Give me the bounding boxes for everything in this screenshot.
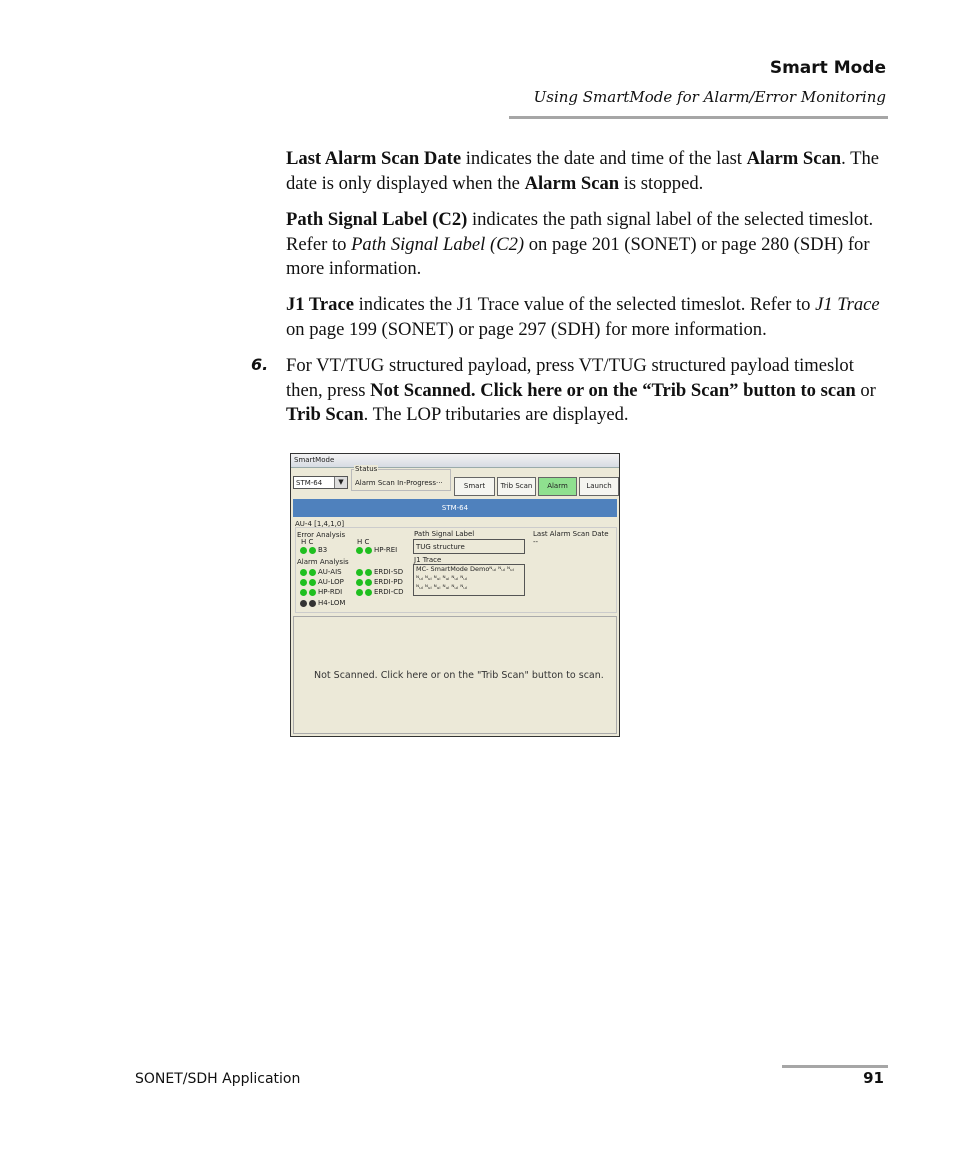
led-icon	[356, 547, 363, 554]
smart-scan-button[interactable]: Smart	[454, 477, 495, 496]
led-icon	[309, 600, 316, 607]
alarm-analysis-label: Alarm Analysis	[297, 558, 349, 566]
led-row-hp-rei	[356, 546, 397, 554]
term: Last Alarm Scan Date	[286, 148, 462, 169]
signal-select[interactable]	[293, 476, 348, 489]
led-label: AU-LOP	[318, 578, 344, 586]
signal-select-value: STM-64	[296, 479, 323, 487]
led-icon	[309, 589, 316, 596]
trib-scan-button[interactable]: Trib Scan	[497, 477, 536, 496]
led-icon	[356, 579, 363, 586]
led-label: B3	[318, 546, 328, 554]
text: . The date is only displayed when the	[286, 148, 880, 194]
led-label: ERDI-SD	[374, 568, 404, 576]
term: Not Scanned. Click here or on the “Trib Scan” button to scan	[370, 379, 856, 401]
led-row	[356, 568, 403, 576]
window-titlebar	[291, 454, 619, 468]
paragraph-j1-trace	[286, 293, 891, 342]
page-number: 91	[863, 1069, 884, 1087]
window-title: SmartMode	[294, 456, 335, 464]
au-label: AU-4 [1,4,1,0]	[295, 520, 345, 528]
led-icon	[365, 579, 372, 586]
paragraph-path-signal-label	[286, 208, 891, 282]
led-label: HP-RDI	[318, 588, 343, 596]
j1-trace-line: ᴺᵤₗ ᴺᵤₗ ᴺᵤₗ ᴺᵤₗ ᴺᵤₗ ᴺᵤₗ	[416, 574, 467, 582]
j1-trace-box	[413, 564, 525, 596]
led-label: ERDI-CD	[374, 588, 404, 596]
led-icon	[309, 579, 316, 586]
text: indicates the J1 Trace value of the selected timeslot. Refer to	[353, 294, 816, 315]
smartmode-screenshot	[290, 453, 620, 737]
j1-trace-heading: J1 Trace	[414, 556, 442, 564]
led-icon	[356, 569, 363, 576]
led-icon	[300, 589, 307, 596]
paragraph-step-6	[286, 354, 891, 428]
reference: Path Signal Label (C2)	[351, 233, 525, 255]
led-label: AU-AIS	[318, 568, 342, 576]
text: on page 199 (SONET) or page 297 (SDH) for more information.	[286, 318, 767, 340]
step-number: 6.	[251, 355, 269, 374]
j1-trace-line: ᴺᵤₗ ᴺᵤₗ ᴺᵤₗ ᴺᵤₗ ᴺᵤₗ ᴺᵤₗ	[416, 583, 467, 591]
text: For VT/TUG structured payload, press VT/TUG structured payload timeslot then, press	[286, 355, 854, 401]
launch-test-button[interactable]: Launch	[579, 477, 619, 496]
chevron-down-icon[interactable]: ▼	[334, 477, 347, 488]
led-row	[356, 588, 404, 596]
footer-rule	[782, 1065, 888, 1068]
led-icon	[365, 569, 372, 576]
path-signal-label-heading: Path Signal Label	[414, 530, 475, 538]
not-scanned-message[interactable]: Not Scanned. Click here or on the "Trib Scan" button to scan.	[314, 670, 604, 681]
hc-header-right: H C	[357, 538, 370, 546]
text: is stopped.	[619, 172, 704, 194]
led-row-b3	[300, 546, 327, 554]
path-signal-label-value: TUG structure	[416, 543, 465, 551]
trib-scan-area[interactable]	[293, 616, 617, 734]
paragraph-last-alarm-scan-date	[286, 147, 891, 196]
led-label: HP-REI	[374, 546, 398, 554]
term: Alarm Scan	[746, 148, 842, 169]
led-icon	[300, 579, 307, 586]
led-icon	[300, 569, 307, 576]
text: indicates the date and time of the last	[461, 148, 747, 169]
j1-trace-line: MC- SmartMode Demoᴺᵤₗ ᴺᵤₗ ᴺᵤₗ	[416, 565, 514, 573]
led-icon	[300, 547, 307, 554]
led-row	[300, 578, 344, 586]
led-icon	[300, 600, 307, 607]
text: on page 201 (SONET) or page 280 (SDH) for more information.	[286, 233, 870, 279]
term: J1 Trace	[286, 294, 354, 315]
led-icon	[309, 569, 316, 576]
led-icon	[356, 589, 363, 596]
term: Path Signal Label (C2)	[286, 209, 468, 230]
led-icon	[365, 589, 372, 596]
page-header-title: Smart Mode	[769, 58, 886, 78]
term: Trib Scan	[286, 404, 364, 425]
reference: J1 Trace	[815, 294, 880, 315]
status-value: Alarm Scan In-Progress···	[355, 479, 443, 487]
led-row	[300, 588, 342, 596]
led-row	[300, 568, 342, 576]
led-icon	[365, 547, 372, 554]
status-label: Status	[355, 465, 378, 473]
led-row	[356, 578, 403, 586]
text: indicates the path signal label of the selected timeslot. Refer to	[286, 209, 874, 255]
signal-bar[interactable]: STM-64	[293, 499, 617, 517]
path-signal-label-value-box	[413, 539, 525, 554]
text: or	[855, 379, 876, 401]
hc-header-left: H C	[301, 538, 314, 546]
status-group	[351, 465, 451, 491]
led-label: ERDI-PD	[374, 578, 403, 586]
term: Alarm Scan	[524, 172, 620, 194]
page-header-subtitle: Using SmartMode for Alarm/Error Monitoring	[533, 88, 886, 106]
alarm-scan-button[interactable]: Alarm	[538, 477, 577, 496]
last-alarm-scan-date-heading: Last Alarm Scan Date	[533, 530, 609, 538]
led-icon	[309, 547, 316, 554]
led-row	[300, 599, 345, 607]
footer-section-title: SONET/SDH Application	[135, 1071, 301, 1087]
text: . The LOP tributaries are displayed.	[363, 404, 629, 425]
error-analysis-label: Error Analysis	[297, 531, 346, 539]
last-alarm-scan-date-value: --	[533, 538, 539, 546]
led-label: H4-LOM	[318, 599, 346, 607]
header-rule	[509, 116, 888, 119]
